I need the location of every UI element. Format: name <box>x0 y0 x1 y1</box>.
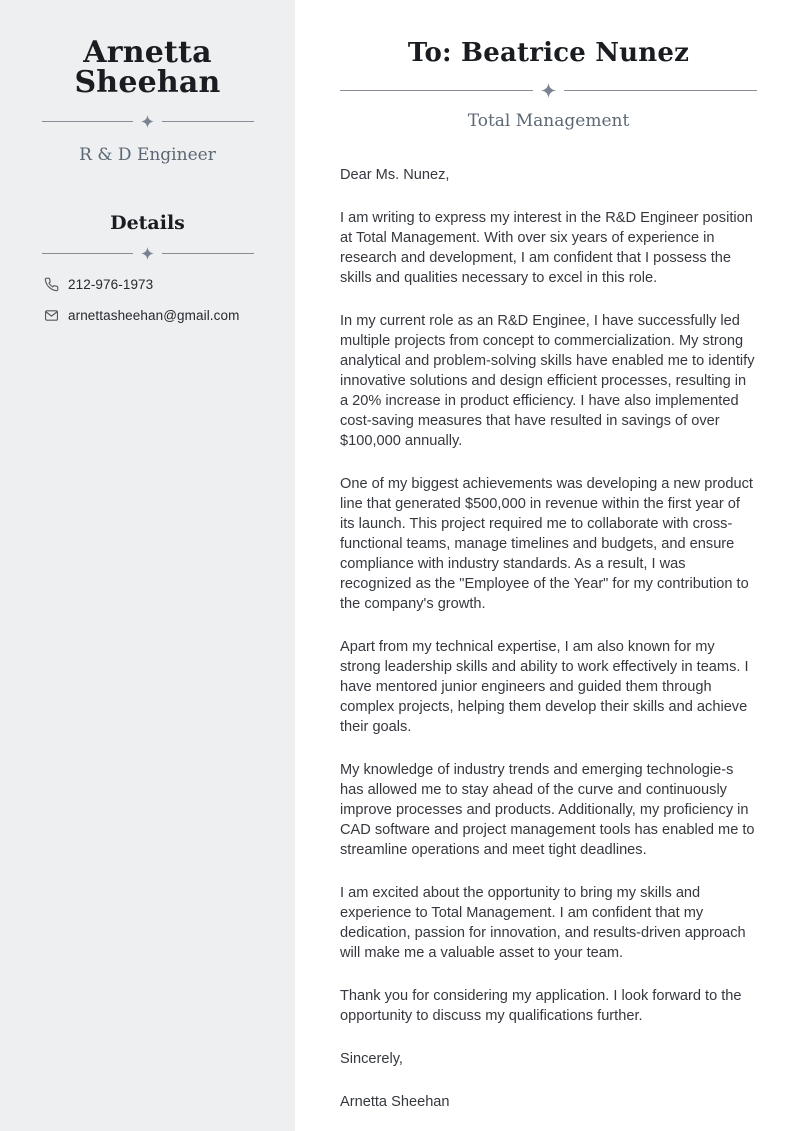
letter-area <box>295 0 800 1131</box>
person-name-line1: Arnetta <box>83 35 212 70</box>
details-heading: Details <box>110 212 185 234</box>
person-name <box>0 35 295 100</box>
phone-number: 212-976-1973 <box>68 277 154 292</box>
divider-line <box>42 121 134 122</box>
phone-row <box>44 277 275 292</box>
sidebar <box>0 0 295 1131</box>
contact-list <box>0 277 295 323</box>
letter-signature: Arnetta Sheehan <box>340 1094 450 1110</box>
sparkle-icon <box>141 115 154 128</box>
letter-paragraph: I am writing to express my interest in the R&D Engineer position at Total Management. With over six years of experience in research and development, I am confident that I possess the skills and qualities necessary to excel in this role. <box>340 210 753 286</box>
email-icon <box>44 308 59 323</box>
job-title: R & D Engineer <box>79 145 216 165</box>
letter-paragraph: One of my biggest achievements was developing a new product line that generated $500,000 in revenue within the first year of its launch. This project required me to collaborate with cross-functional teams, manage timelines and budgets, and ensure compliance with industry standards. As a result, I was recognized as the "Employee of the Year" for my contribution to the company's growth. <box>340 476 753 612</box>
letter-paragraph: In my current role as an R&D Enginee, I have successfully led multiple projects from concept to commercialization. My strong analytical and problem-solving skills have enabled me to identify innovative solutions and design efficient processes, resulting in a 20% increase in product efficiency. I have also implemented cost-saving measures that have resulted in savings of over $100,000 annually. <box>340 313 755 449</box>
recipient-title: To: Beatrice Nunez <box>407 38 690 68</box>
letter-paragraph: My knowledge of industry trends and emerging technologie-s has allowed me to stay ahead of the curve and continuously improve processes and products. Additionally, my proficiency in CAD software and project management tools has enabled me to streamline operations and meet tight deadlines. <box>340 762 755 858</box>
divider-line <box>42 253 134 254</box>
email-address: arnettasheehan@gmail.com <box>68 308 240 323</box>
sparkle-icon <box>541 83 556 98</box>
salutation: Dear Ms. Nunez, <box>340 167 450 183</box>
person-name-line2: Sheehan <box>74 65 221 100</box>
letter-body <box>340 165 757 1112</box>
details-divider <box>42 247 254 260</box>
email-row <box>44 308 275 323</box>
header-divider <box>340 83 757 98</box>
divider-line <box>162 121 254 122</box>
letter-closing: Sincerely, <box>340 1051 403 1067</box>
name-divider <box>42 115 254 128</box>
letter-paragraph: Thank you for considering my application. I look forward to the opportunity to discuss my qualifications further. <box>340 988 742 1024</box>
divider-line <box>162 253 254 254</box>
divider-line <box>564 90 757 91</box>
letter-paragraph: Apart from my technical expertise, I am also known for my strong leadership skills and ability to work effectively in teams. I have mentored junior engineers and guided them through complex projects, helping them develop their skills and achieve their goals. <box>340 639 749 735</box>
divider-line <box>340 90 533 91</box>
company-subtitle: Total Management <box>467 111 630 131</box>
sparkle-icon <box>141 247 154 260</box>
phone-icon <box>44 277 59 292</box>
letter-paragraph: I am excited about the opportunity to bring my skills and experience to Total Management. I am confident that my dedication, passion for innovation, and results-driven approach will make me a valuable asset to your team. <box>340 885 746 961</box>
